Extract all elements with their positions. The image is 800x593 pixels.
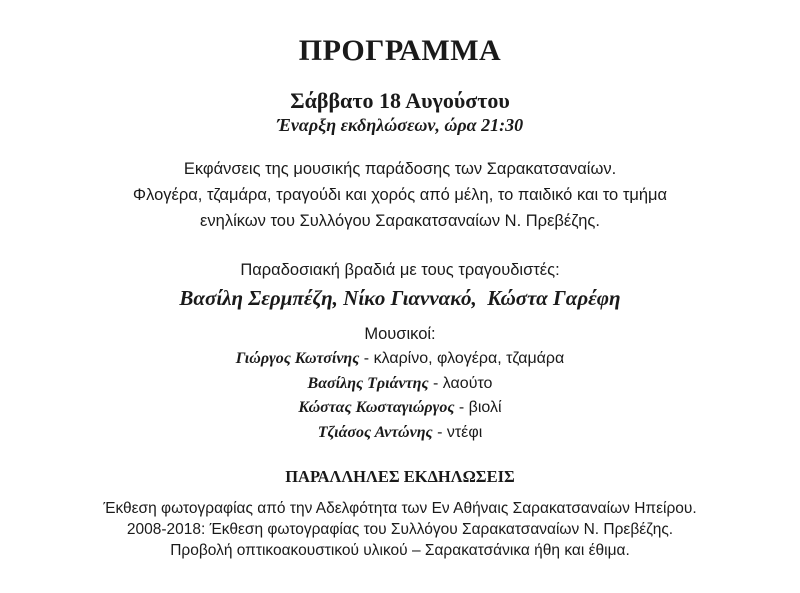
intro-paragraph [0,156,800,234]
musician-instrument: - κλαρίνο, φλογέρα, τζαμάρα [359,350,565,367]
musician-instrument: - λαούτο [428,374,493,392]
musician-row [0,421,800,446]
musician-instrument: - ντέφι [432,423,483,441]
parallel-event-line: Έκθεση φωτογραφίας από την Αδελφότητα των Εν Αθήναις Σαρακατσαναίων Ηπείρου. [103,500,697,517]
evening-label: Παραδοσιακή βραδιά με τους τραγουδιστές: [240,261,560,279]
musician-name: Κώστας Κωσταγιώργος [298,399,455,416]
event-date: Σάββατο 18 Αυγούστου [290,88,510,113]
musician-instrument: - βιολί [454,399,502,416]
musician-name: Γιώργος Κωτσίνης [235,350,360,367]
musician-row [0,396,800,421]
page-title: ΠΡΟΓΡΑΜΜΑ [298,34,502,67]
parallel-event-line: 2008-2018: Έκθεση φωτογραφίας του Συλλόγου Σαρακατσαναίων Ν. Πρεβέζης. [126,521,674,538]
musician-row [0,347,800,372]
musician-name: Βασίλης Τριάντης [307,374,429,392]
musicians-list [0,347,800,445]
start-time: Έναρξη εκδηλώσεων, ώρα 21:30 [276,115,524,135]
parallel-events-heading: ΠΑΡΑΛΛΗΛΕΣ ΕΚΔΗΛΩΣΕΙΣ [285,467,515,486]
singers-list: Βασίλη Σερμπέζη, Νίκο Γιαννακό, Κώστα Γαρέφη [179,286,621,310]
intro-line: ενηλίκων του Συλλόγου Σαρακατσαναίων Ν. Πρεβέζης. [200,212,600,230]
parallel-event-line: Προβολή οπτικοακουστικού υλικού – Σαρακατσάνικα ήθη και έθιμα. [170,542,630,559]
musician-row [0,372,800,397]
intro-line: Φλογέρα, τζαμάρα, τραγούδι και χορός από μέλη, το παιδικό και το τμήμα [132,186,668,204]
intro-line: Εκφάνσεις της μουσικής παράδοσης των Σαρακατσαναίων. [183,160,617,178]
parallel-events-list [0,498,800,561]
musician-name: Τζιάσος Αντώνης [317,423,433,441]
musicians-heading: Μουσικοί: [364,325,436,343]
